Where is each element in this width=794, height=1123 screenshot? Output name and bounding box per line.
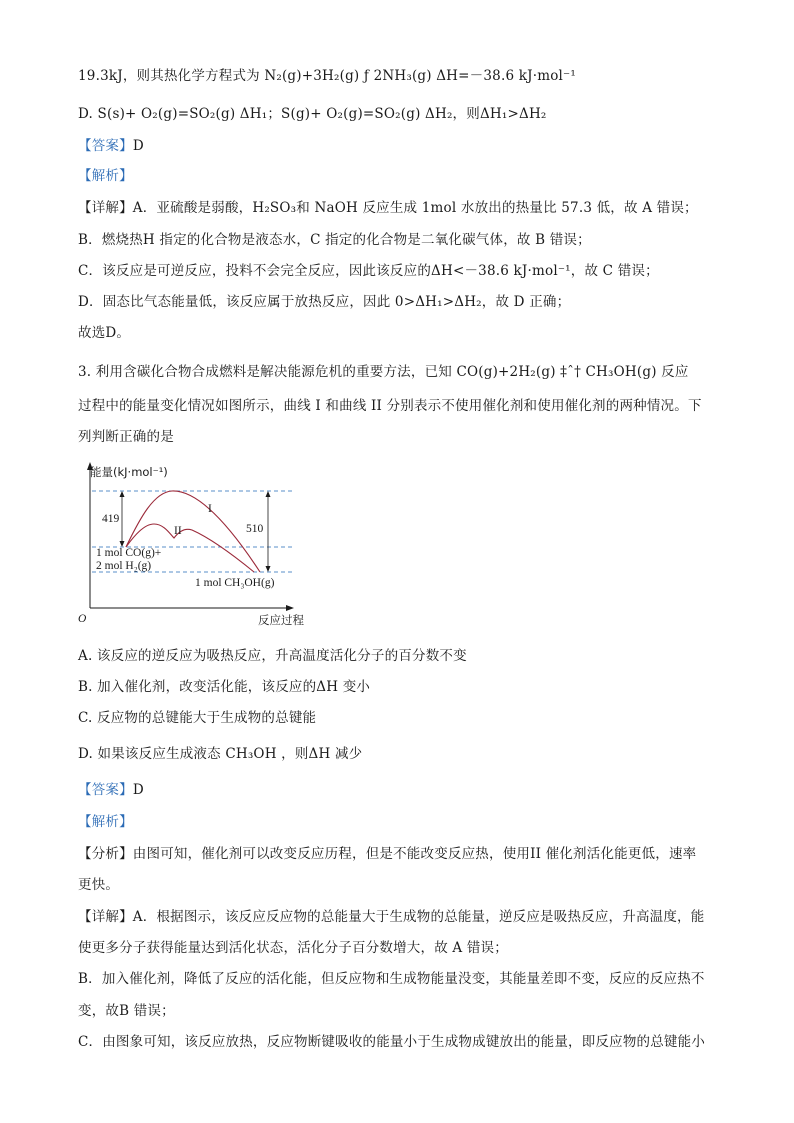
answer-tag: 【答案】: [78, 782, 133, 798]
text-line-equation: 19.3kJ，则其热化学方程式为 N₂(g)+3H₂(g) ƒ 2NH₃(g) ΔH=－38.6 kJ·mol⁻¹: [78, 68, 576, 84]
reactants-label-line-1: 1 mol CO(g)+: [96, 547, 162, 559]
analysis-line-2: 更快。: [78, 877, 120, 893]
curve-i-label: I: [208, 503, 212, 515]
detail-line-3: B．加入催化剂，降低了反应的活化能，但反应物和生成物能量没变，其能量差即不变，反应的反应热不: [78, 971, 705, 987]
question-3-line-1: 3. 利用含碳化合物合成燃料是解决能源危机的重要方法，已知 CO(g)+2H₂(g) ‡ˆ† CH₃OH(g) 反应: [78, 364, 689, 380]
conclusion-line: 故选D。: [78, 325, 131, 341]
reverse-activation-value: 510: [246, 523, 264, 535]
explanation-line-b: B．燃烧热H 指定的化合物是液态水，C 指定的化合物是二氧化碳气体，故 B 错误；: [78, 232, 591, 248]
detail-line-2: 使更多分子获得能量达到活化状态，活化分子百分数增大，故 A 错误；: [78, 940, 508, 956]
analysis-line-1: 【分析】由图可知，催化剂可以改变反应历程，但是不能改变反应热，使用II 催化剂活化能更低，速率: [78, 846, 697, 862]
option-c: C. 反应物的总键能大于生成物的总键能: [78, 710, 317, 726]
origin-label: O: [78, 613, 87, 625]
activation-energy-value: 419: [102, 513, 120, 525]
option-b: B. 加入催化剂，改变活化能，该反应的ΔH 变小: [78, 679, 371, 695]
option-a: A. 该反应的逆反应为吸热反应，升高温度活化分子的百分数不变: [78, 648, 467, 664]
analysis-tag: 【解析】: [78, 814, 133, 830]
arrow-head-down-right: [266, 566, 271, 572]
detail-line-4: 变，故B 错误；: [78, 1003, 175, 1019]
x-axis-label: 反应过程: [258, 613, 304, 627]
x-axis-arrow: [286, 605, 294, 611]
answer-row-2: [78, 780, 718, 800]
option-d: D. 如果该反应生成液态 CH₃OH ，则ΔH 减少: [78, 746, 363, 762]
arrow-head-up: [120, 491, 125, 497]
product-label: 1 mol CH₃OH(g): [195, 577, 275, 589]
answer-row-1: [78, 136, 718, 156]
answer-tag: 【答案】: [78, 138, 133, 154]
analysis-tag: 【解析】: [78, 168, 133, 184]
text-line-option-d-prev: D. S(s)+ O₂(g)=SO₂(g) ΔH₁；S(g)+ O₂(g)=SO₂(g) ΔH₂，则ΔH₁>ΔH₂: [78, 106, 547, 122]
curve-ii-label: II: [174, 525, 182, 537]
explanation-line-d: D．固态比气态能量低，该反应属于放热反应，因此 0>ΔH₁>ΔH₂，故 D 正确；: [78, 294, 571, 310]
y-axis-label: 能量(kJ·mol⁻¹): [90, 465, 168, 479]
detail-line-1: 【详解】A．根据图示，该反应反应物的总能量大于生成物的总能量，逆反应是吸热反应，升高温度，能: [78, 909, 705, 925]
explanation-line-a: 【详解】A．亚硫酸是弱酸，H₂SO₃和 NaOH 反应生成 1mol 水放出的热量比 57.3 低，故 A 错误；: [78, 200, 698, 216]
answer-value: D: [132, 782, 144, 798]
detail-line-5: C．由图象可知，该反应放热，反应物断键吸收的能量小于生成物成键放出的能量，即反应物的总键能小: [78, 1034, 706, 1050]
question-3-line-2: 过程中的能量变化情况如图所示，曲线 I 和曲线 II 分别表示不使用催化剂和使用催化剂的两种情况。下: [78, 398, 702, 414]
answer-value: D: [132, 138, 144, 154]
reactants-label-line-2: 2 mol H₂(g): [96, 560, 152, 572]
arrow-head-up-right: [266, 491, 271, 497]
question-3-line-3: 列判断正确的是: [78, 429, 174, 445]
energy-diagram: [78, 458, 308, 630]
explanation-line-c: C．该反应是可逆反应，投料不会完全反应，因此该反应的ΔH<－38.6 kJ·mol⁻¹，故 C 错误；: [78, 263, 659, 279]
